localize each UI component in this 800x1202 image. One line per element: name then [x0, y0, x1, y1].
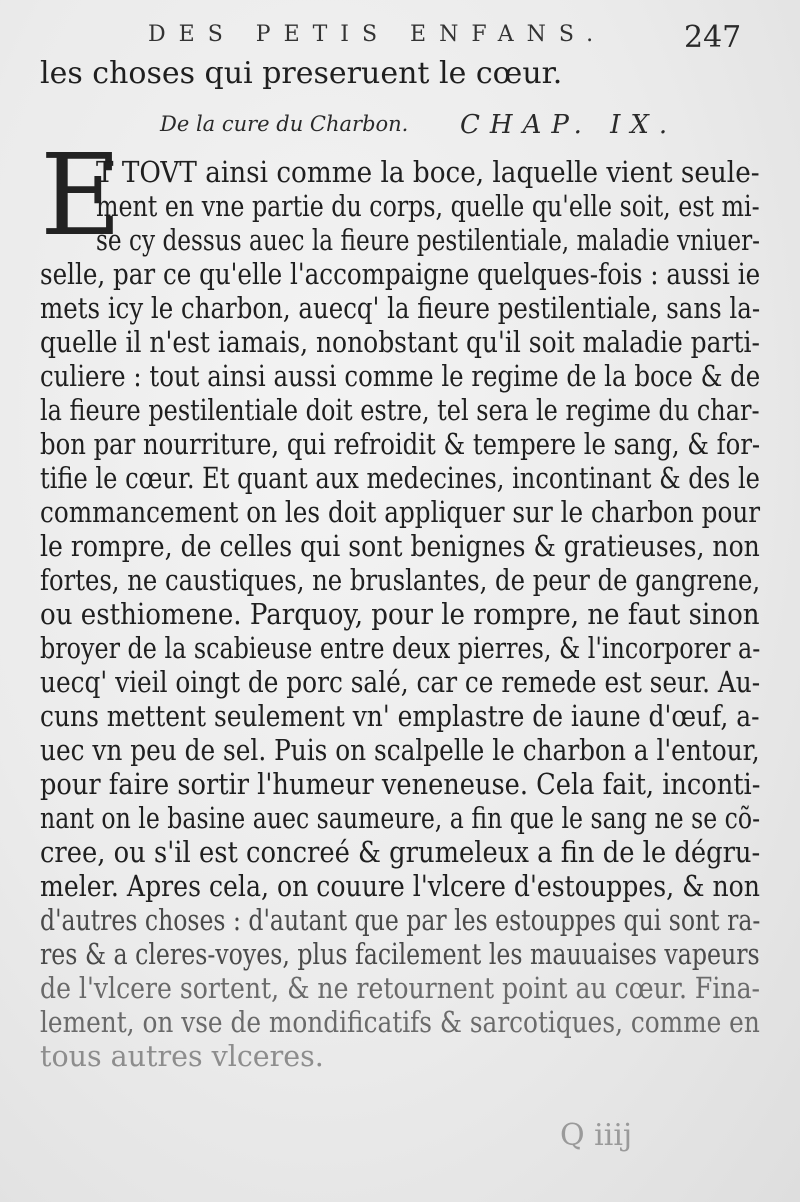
text-line: cuns mettent seulement vn' emplastre de iaune d'œuf, a-: [40, 700, 760, 733]
text-line: ou esthiomene. Parquoy, pour le rompre, ne faut sinon: [40, 598, 760, 631]
text-line: T TOVT ainsi comme la boce, laquelle vient seule-: [96, 156, 760, 189]
text-line: culiere : tout ainsi aussi comme le regime de la boce & de: [40, 360, 761, 393]
text-line: mets icy le charbon, auecq' la fieure pestilentiale, sans la-: [40, 292, 761, 325]
page-number: 247: [684, 20, 742, 55]
running-head: [0, 18, 800, 58]
text-line: selle, par ce qu'elle l'accompaigne quelques-fois : aussi ie: [40, 258, 761, 291]
running-title: DES PETIS ENFANS.: [148, 22, 607, 47]
text-line: tous autres vlceres.: [40, 1040, 324, 1073]
text-line: uec vn peu de sel. Puis on scalpelle le charbon a l'entour,: [40, 734, 760, 767]
text-line: le rompre, de celles qui sont benignes & gratieuses, non: [40, 530, 760, 563]
text-line: se cy dessus auec la fieure pestilentiale, maladie vniuer-: [96, 224, 760, 257]
text-line: res & a cleres-voyes, plus facilement les mauuaises vapeurs: [40, 938, 760, 971]
text-line: d'autres choses : d'autant que par les estouppes qui sont ra-: [40, 904, 761, 937]
chapter-label: CHAP. IX.: [460, 110, 678, 140]
text-line: tifie le cœur. Et quant aux medecines, incontinant & des le: [40, 462, 760, 495]
text-line: ment en vne partie du corps, quelle qu'elle soit, est mi-: [96, 190, 760, 223]
text-line: quelle il n'est iamais, nonobstant qu'il soit maladie parti-: [40, 326, 760, 359]
section-title: De la cure du Charbon.: [160, 112, 409, 136]
text-line: broyer de la scabieuse entre deux pierres, & l'incorporer a-: [40, 632, 761, 665]
text-line: uecq' vieil oingt de porc salé, car ce remede est seur. Au-: [40, 666, 761, 699]
signature-mark: Q iiij: [560, 1118, 633, 1153]
text-line: nant on le basine auec saumeure, a fin que le sang ne se cõ-: [40, 802, 761, 835]
text-line: fortes, ne caustiques, ne bruslantes, de peur de gangrene,: [40, 564, 761, 597]
drop-cap: E: [40, 131, 122, 261]
carry-over-line: les choses qui preseruent le cœur.: [40, 56, 563, 91]
text-line: pour faire sortir l'humeur veneneuse. Cela fait, inconti-: [40, 768, 761, 801]
text-line: cree, ou s'il est concreé & grumeleux a fin de le dégru-: [40, 836, 761, 869]
text-line: de l'vlcere sortent, & ne retournent point au cœur. Fina-: [40, 972, 761, 1005]
text-line: lement, on vse de mondificatifs & sarcotiques, comme en: [40, 1006, 760, 1039]
text-line: meler. Apres cela, on couure l'vlcere d'estouppes, & non: [40, 870, 761, 903]
text-line: bon par nourriture, qui refroidit & tempere le sang, & for-: [40, 428, 761, 461]
text-line: commancement on les doit appliquer sur le charbon pour: [40, 496, 761, 529]
text-line: la fieure pestilentiale doit estre, tel sera le regime du char-: [40, 394, 760, 427]
